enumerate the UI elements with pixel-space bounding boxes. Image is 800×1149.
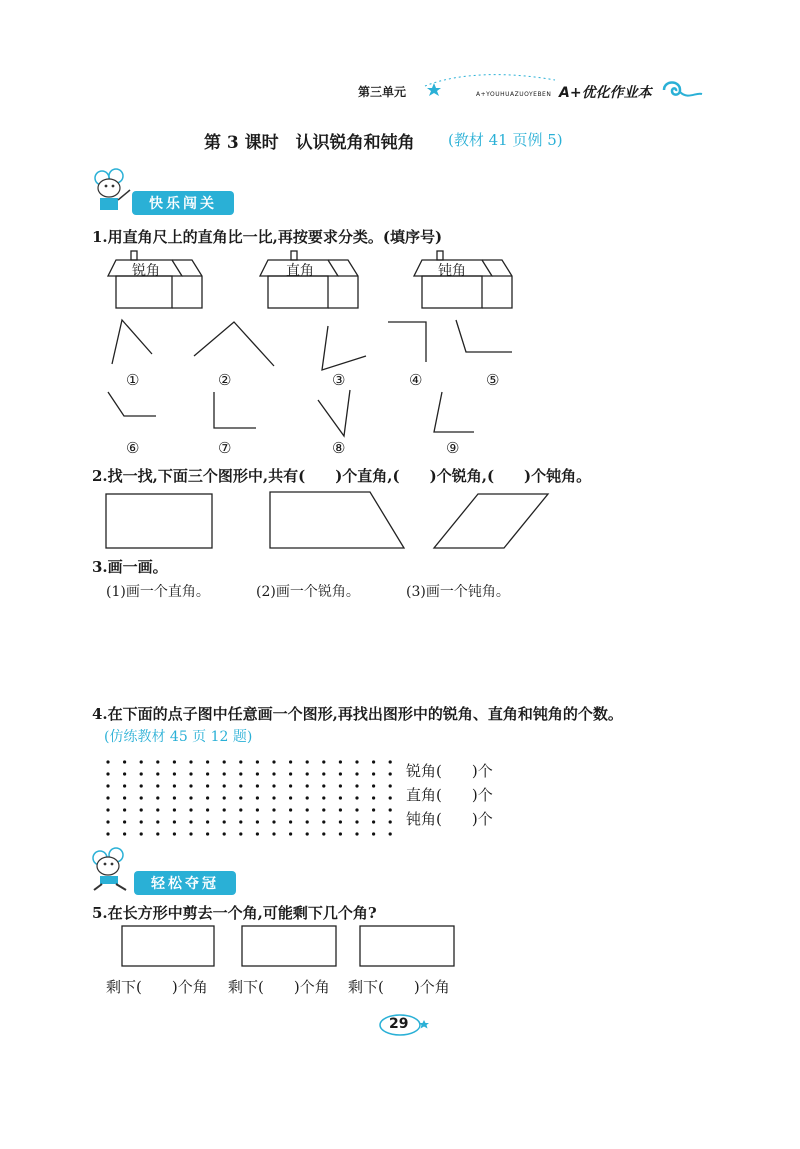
- q1-house-obtuse: [412, 248, 522, 318]
- grid-dot[interactable]: [156, 760, 159, 763]
- grid-dot[interactable]: [140, 808, 143, 811]
- grid-dot[interactable]: [322, 808, 325, 811]
- q4-reference: (仿练教材 45 页 12 题): [104, 729, 253, 745]
- grid-dot[interactable]: [173, 796, 176, 799]
- house-label-right: 直角: [286, 263, 314, 279]
- grid-dot[interactable]: [123, 760, 126, 763]
- grid-dot[interactable]: [223, 796, 226, 799]
- house-label-acute: 锐角: [132, 263, 160, 279]
- grid-dot[interactable]: [372, 808, 375, 811]
- grid-dot[interactable]: [140, 796, 143, 799]
- section-badge-happy: 快乐闯关: [132, 191, 234, 215]
- grid-dot[interactable]: [256, 796, 259, 799]
- grid-dot[interactable]: [140, 820, 143, 823]
- q5-rect-2: [242, 926, 336, 966]
- grid-dot[interactable]: [223, 820, 226, 823]
- grid-dot[interactable]: [206, 772, 209, 775]
- grid-dot[interactable]: [289, 784, 292, 787]
- grid-dot[interactable]: [306, 808, 309, 811]
- grid-dot[interactable]: [306, 820, 309, 823]
- q3-item-2: (2)画一个锐角。: [256, 584, 360, 600]
- grid-dot[interactable]: [223, 772, 226, 775]
- grid-dot[interactable]: [372, 832, 375, 835]
- grid-dot[interactable]: [156, 820, 159, 823]
- grid-dot[interactable]: [140, 760, 143, 763]
- grid-dot[interactable]: [223, 784, 226, 787]
- q5-answer-1: 剩下( )个角: [106, 978, 208, 996]
- grid-dot[interactable]: [289, 760, 292, 763]
- grid-dot[interactable]: [372, 784, 375, 787]
- grid-dot[interactable]: [239, 796, 242, 799]
- grid-dot[interactable]: [189, 820, 192, 823]
- grid-dot[interactable]: [156, 772, 159, 775]
- grid-dot[interactable]: [123, 820, 126, 823]
- grid-dot[interactable]: [372, 760, 375, 763]
- grid-dot[interactable]: [239, 808, 242, 811]
- grid-dot[interactable]: [322, 796, 325, 799]
- grid-dot[interactable]: [256, 760, 259, 763]
- grid-dot[interactable]: [156, 796, 159, 799]
- grid-dot[interactable]: [339, 808, 342, 811]
- q2-trapezoid: [270, 492, 404, 548]
- grid-dot[interactable]: [189, 832, 192, 835]
- grid-dot[interactable]: [372, 820, 375, 823]
- grid-dot[interactable]: [272, 760, 275, 763]
- angle-7: [214, 392, 256, 428]
- grid-dot[interactable]: [272, 820, 275, 823]
- q2-text: 2.找一找,下面三个图形中,共有( )个直角,( )个锐角,( )个钝角。: [92, 467, 592, 485]
- grid-dot[interactable]: [306, 832, 309, 835]
- angle-6: [108, 392, 156, 416]
- grid-dot[interactable]: [123, 808, 126, 811]
- grid-dot[interactable]: [372, 772, 375, 775]
- grid-dot[interactable]: [189, 796, 192, 799]
- q4-count-obtuse: 钝角( )个: [406, 810, 493, 828]
- grid-dot[interactable]: [206, 820, 209, 823]
- grid-dot[interactable]: [389, 760, 392, 763]
- grid-dot[interactable]: [355, 760, 358, 763]
- grid-dot[interactable]: [355, 832, 358, 835]
- house-label-obtuse: 钝角: [438, 263, 466, 279]
- grid-dot[interactable]: [289, 832, 292, 835]
- angle-label-9: ⑨: [446, 439, 460, 457]
- grid-dot[interactable]: [106, 784, 109, 787]
- lesson-reference: (教材 41 页例 5): [448, 131, 563, 149]
- q1-angles: [100, 312, 520, 442]
- q5-rect-1: [122, 926, 214, 966]
- grid-dot[interactable]: [372, 796, 375, 799]
- grid-dot[interactable]: [289, 772, 292, 775]
- grid-dot[interactable]: [206, 784, 209, 787]
- grid-dot[interactable]: [106, 796, 109, 799]
- grid-dot[interactable]: [173, 820, 176, 823]
- angle-2: [194, 322, 274, 366]
- angle-label-3: ③: [332, 371, 346, 389]
- angle-3: [322, 326, 366, 370]
- grid-dot[interactable]: [272, 832, 275, 835]
- q4-dot-grid[interactable]: [100, 752, 400, 840]
- grid-dot[interactable]: [306, 796, 309, 799]
- angle-label-4: ④: [409, 371, 423, 389]
- q4-count-right: 直角( )个: [406, 786, 493, 804]
- grid-dot[interactable]: [123, 796, 126, 799]
- grid-dot[interactable]: [322, 760, 325, 763]
- grid-dot[interactable]: [239, 784, 242, 787]
- grid-dot[interactable]: [306, 760, 309, 763]
- q5-answer-3: 剩下( )个角: [348, 978, 450, 996]
- grid-dot[interactable]: [239, 760, 242, 763]
- grid-dot[interactable]: [355, 796, 358, 799]
- angle-label-6: ⑥: [126, 439, 140, 457]
- q4-count-acute: 锐角( )个: [406, 762, 493, 780]
- grid-dot[interactable]: [206, 760, 209, 763]
- grid-dot[interactable]: [173, 760, 176, 763]
- grid-dot[interactable]: [173, 772, 176, 775]
- grid-dot[interactable]: [256, 808, 259, 811]
- grid-dot[interactable]: [156, 784, 159, 787]
- running-mouse-icon: [88, 846, 134, 892]
- grid-dot[interactable]: [339, 820, 342, 823]
- brand-name: A+优化作业本: [559, 85, 652, 101]
- q2-parallelogram: [434, 494, 548, 548]
- grid-dot[interactable]: [389, 796, 392, 799]
- grid-dot[interactable]: [355, 808, 358, 811]
- grid-dot[interactable]: [223, 832, 226, 835]
- q3-item-3: (3)画一个钝角。: [406, 584, 510, 600]
- grid-dot[interactable]: [239, 772, 242, 775]
- grid-dot[interactable]: [189, 808, 192, 811]
- q1-text: 1.用直角尺上的直角比一比,再按要求分类。(填序号): [92, 228, 443, 246]
- grid-dot[interactable]: [106, 808, 109, 811]
- grid-dot[interactable]: [206, 832, 209, 835]
- grid-dot[interactable]: [173, 808, 176, 811]
- grid-dot[interactable]: [106, 760, 109, 763]
- q5-rect-3: [360, 926, 454, 966]
- grid-dot[interactable]: [189, 760, 192, 763]
- angle-8: [318, 390, 350, 436]
- grid-dot[interactable]: [339, 760, 342, 763]
- grid-dot[interactable]: [355, 784, 358, 787]
- grid-dot[interactable]: [339, 772, 342, 775]
- grid-dot[interactable]: [173, 832, 176, 835]
- angle-4: [388, 322, 426, 362]
- brand-swirl-icon: [660, 78, 704, 102]
- grid-dot[interactable]: [339, 832, 342, 835]
- grid-dot[interactable]: [173, 784, 176, 787]
- grid-dot[interactable]: [189, 772, 192, 775]
- grid-dot[interactable]: [272, 808, 275, 811]
- grid-dot[interactable]: [106, 832, 109, 835]
- q2-shapes: [100, 488, 560, 554]
- grid-dot[interactable]: [322, 772, 325, 775]
- grid-dot[interactable]: [389, 772, 392, 775]
- angle-5: [456, 320, 512, 352]
- angle-label-2: ②: [218, 371, 232, 389]
- mouse-teacher-icon: [88, 166, 132, 214]
- grid-dot[interactable]: [322, 820, 325, 823]
- grid-dot[interactable]: [355, 820, 358, 823]
- grid-dot[interactable]: [389, 820, 392, 823]
- lesson-title: 第 3 课时 认识锐角和钝角: [204, 133, 415, 153]
- q4-text: 4.在下面的点子图中任意画一个图形,再找出图形中的锐角、直角和钝角的个数。: [92, 705, 623, 723]
- grid-dot[interactable]: [289, 820, 292, 823]
- grid-dot[interactable]: [123, 784, 126, 787]
- page-number: 29: [389, 1016, 409, 1032]
- grid-dot[interactable]: [256, 772, 259, 775]
- grid-dot[interactable]: [239, 820, 242, 823]
- q5-text: 5.在长方形中剪去一个角,可能剩下几个角?: [92, 904, 377, 922]
- grid-dot[interactable]: [289, 808, 292, 811]
- grid-dot[interactable]: [256, 832, 259, 835]
- grid-dot[interactable]: [206, 808, 209, 811]
- grid-dot[interactable]: [389, 784, 392, 787]
- grid-dot[interactable]: [322, 832, 325, 835]
- grid-dot[interactable]: [272, 784, 275, 787]
- grid-dot[interactable]: [256, 820, 259, 823]
- angle-1: [112, 320, 152, 364]
- angle-label-5: ⑤: [486, 371, 500, 389]
- grid-dot[interactable]: [206, 796, 209, 799]
- grid-dot[interactable]: [322, 784, 325, 787]
- grid-dot[interactable]: [156, 832, 159, 835]
- brand-subtitle: A+YOUHUAZUOYEBEN: [476, 91, 552, 98]
- unit-label: 第三单元: [358, 85, 407, 99]
- grid-dot[interactable]: [140, 832, 143, 835]
- grid-dot[interactable]: [339, 784, 342, 787]
- grid-dot[interactable]: [272, 772, 275, 775]
- grid-dot[interactable]: [106, 820, 109, 823]
- q2-rectangle: [106, 494, 212, 548]
- angle-label-8: ⑧: [332, 439, 346, 457]
- grid-dot[interactable]: [389, 832, 392, 835]
- grid-dot[interactable]: [123, 832, 126, 835]
- grid-dot[interactable]: [289, 796, 292, 799]
- grid-dot[interactable]: [306, 784, 309, 787]
- q3-item-1: (1)画一个直角。: [106, 584, 210, 600]
- q5-rectangles: [100, 922, 470, 970]
- q3-text: 3.画一画。: [92, 558, 168, 576]
- grid-dot[interactable]: [156, 808, 159, 811]
- q5-answer-2: 剩下( )个角: [228, 978, 330, 996]
- grid-dot[interactable]: [123, 772, 126, 775]
- grid-dot[interactable]: [306, 772, 309, 775]
- grid-dot[interactable]: [106, 772, 109, 775]
- q1-houses: [100, 248, 440, 318]
- grid-dot[interactable]: [239, 832, 242, 835]
- grid-dot[interactable]: [389, 808, 392, 811]
- grid-dot[interactable]: [189, 784, 192, 787]
- angle-9: [434, 392, 474, 432]
- angle-label-1: ①: [126, 371, 140, 389]
- grid-dot[interactable]: [140, 784, 143, 787]
- grid-dot[interactable]: [256, 784, 259, 787]
- grid-dot[interactable]: [140, 772, 143, 775]
- grid-dot[interactable]: [223, 808, 226, 811]
- angle-label-7: ⑦: [218, 439, 232, 457]
- section-badge-crown: 轻松夺冠: [134, 871, 236, 895]
- grid-dot[interactable]: [223, 760, 226, 763]
- grid-dot[interactable]: [355, 772, 358, 775]
- grid-dot[interactable]: [339, 796, 342, 799]
- grid-dot[interactable]: [272, 796, 275, 799]
